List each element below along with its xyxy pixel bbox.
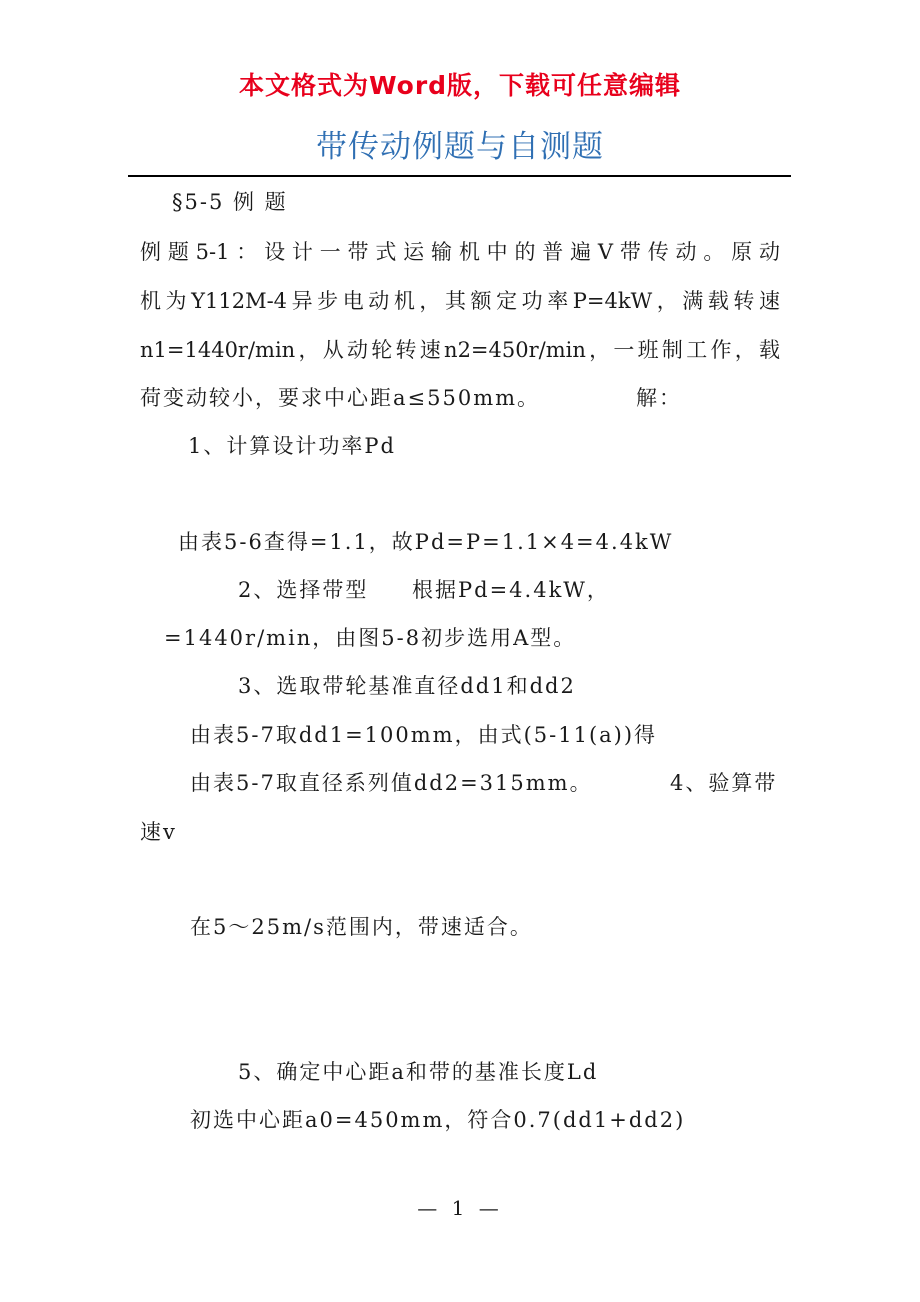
step1-text: 由表5-6查得=1.1，故Pd=P=1.1×4=4.4kW: [178, 530, 674, 554]
document-title: 带传动例题与自测题: [316, 129, 604, 165]
page-number: — 1 —: [417, 1196, 503, 1220]
step2-basis: 根据Pd=4.4kW，: [412, 578, 610, 602]
step5-text: 初选中心距a0=450mm，符合0.7(dd1+dd2): [190, 1108, 686, 1132]
step2-heading: 2、选择带型: [238, 578, 369, 602]
step3-text-1: 由表5-7取dd1=100mm，由式(5-11(a))得: [190, 723, 658, 747]
example-line-2: 机为Y112M-4异步电动机，其额定功率P=4kW，满载转速: [140, 289, 780, 313]
example-line-4: 荷变动较小，要求中心距a≤550mm。: [140, 386, 541, 410]
example-line-3: n1=1440r/min，从动轮转速n2=450r/min，一班制工作，载: [140, 338, 780, 362]
solution-label: 解：: [636, 386, 682, 410]
step4-heading: 4、验算带: [670, 771, 778, 795]
header-rule: [128, 175, 791, 177]
step2-text: =1440r/min，由图5-8初步选用A型。: [164, 626, 577, 650]
step3-text-2: 由表5-7取直径系列值dd2=315mm。: [190, 771, 593, 795]
section-heading: §5-5 例 题: [172, 190, 288, 214]
step1-heading: 1、计算设计功率Pd: [188, 434, 396, 458]
step4-text: 在5～25m/s范围内，带速适合。: [190, 915, 533, 939]
example-line-1: 例题5-1：设计一带式运输机中的普遍V带传动。原动: [140, 240, 780, 264]
step5-heading: 5、确定中心距a和带的基准长度Ld: [238, 1060, 599, 1084]
step4-heading-cont: 速v: [140, 820, 177, 844]
step3-heading: 3、选取带轮基准直径dd1和dd2: [238, 674, 576, 698]
format-banner: 本文格式为Word版，下载可任意编辑: [238, 71, 682, 100]
